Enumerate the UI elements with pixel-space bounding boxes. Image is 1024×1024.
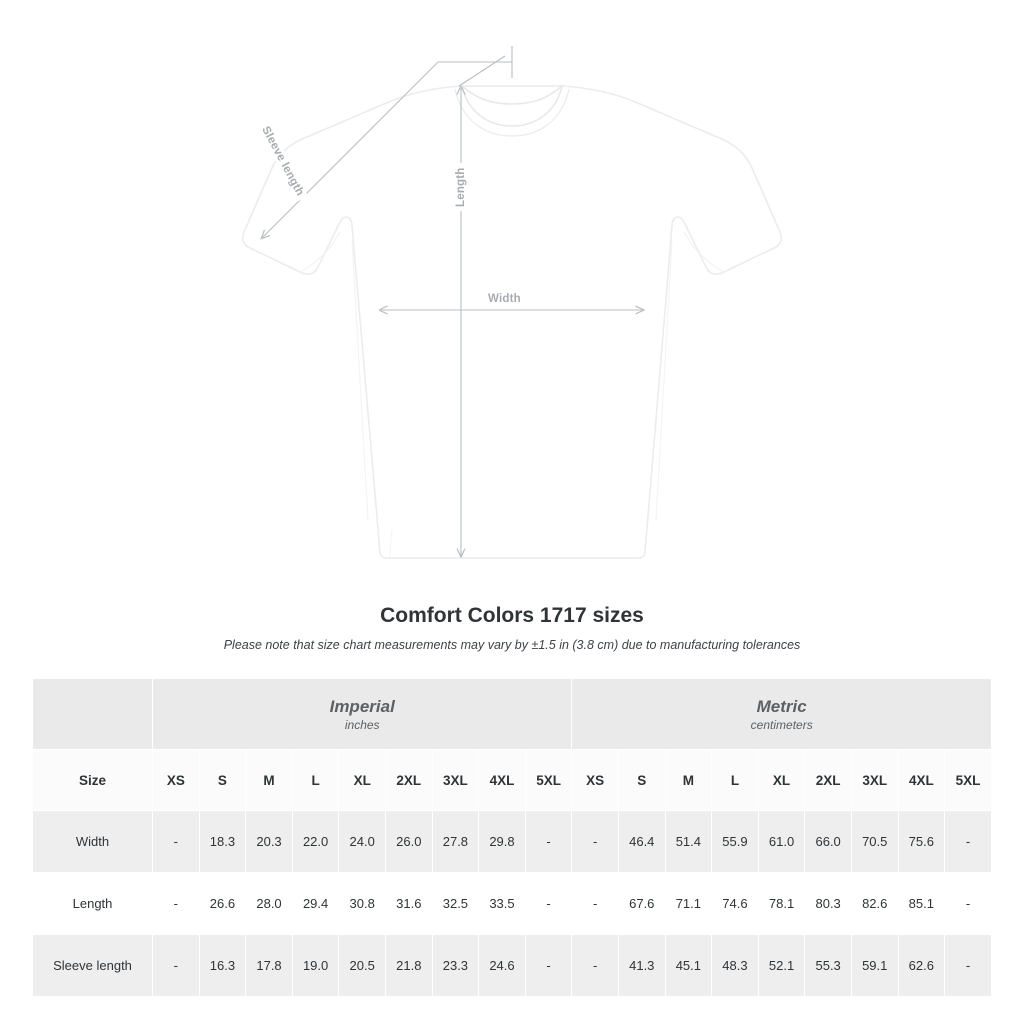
cell-sleeve-imperial-2xl: 21.8 bbox=[386, 935, 433, 997]
size-header-imperial-4xl: 4XL bbox=[479, 750, 526, 811]
cell-width-metric-xl: 61.0 bbox=[758, 811, 805, 873]
cell-length-metric-2xl: 80.3 bbox=[805, 873, 852, 935]
unit-group-metric bbox=[572, 679, 992, 750]
cell-sleeve-metric-m: 45.1 bbox=[665, 935, 712, 997]
size-header-metric-xl: XL bbox=[758, 750, 805, 811]
cell-width-imperial-l: 22.0 bbox=[292, 811, 339, 873]
cell-width-metric-3xl: 70.5 bbox=[851, 811, 898, 873]
cell-width-imperial-m: 20.3 bbox=[246, 811, 293, 873]
chart-heading-block bbox=[0, 604, 1024, 652]
row-label-width: Width bbox=[33, 811, 153, 873]
cell-width-imperial-2xl: 26.0 bbox=[386, 811, 433, 873]
size-header-imperial-xs: XS bbox=[153, 750, 200, 811]
row-label-length: Length bbox=[33, 873, 153, 935]
cell-length-imperial-xl: 30.8 bbox=[339, 873, 386, 935]
size-header-metric-s: S bbox=[618, 750, 665, 811]
cell-width-metric-xs: - bbox=[572, 811, 619, 873]
size-header-metric-5xl: 5XL bbox=[945, 750, 992, 811]
width-annotation: Width bbox=[483, 293, 526, 305]
cell-sleeve-imperial-s: 16.3 bbox=[199, 935, 246, 997]
length-annotation: Length bbox=[455, 163, 467, 211]
tshirt-shape bbox=[243, 86, 782, 558]
cell-length-imperial-2xl: 31.6 bbox=[386, 873, 433, 935]
cell-sleeve-imperial-4xl: 24.6 bbox=[479, 935, 526, 997]
cell-width-metric-2xl: 66.0 bbox=[805, 811, 852, 873]
cell-length-metric-xs: - bbox=[572, 873, 619, 935]
size-header-metric-3xl: 3XL bbox=[851, 750, 898, 811]
cell-width-imperial-s: 18.3 bbox=[199, 811, 246, 873]
unit-group-row bbox=[33, 679, 992, 750]
unit-group-imperial bbox=[153, 679, 572, 750]
cell-length-metric-s: 67.6 bbox=[618, 873, 665, 935]
unit-group-metric-name: Metric bbox=[756, 697, 807, 717]
size-header-label: Size bbox=[33, 750, 153, 811]
cell-length-imperial-xs: - bbox=[153, 873, 200, 935]
cell-sleeve-metric-xl: 52.1 bbox=[758, 935, 805, 997]
cell-sleeve-metric-l: 48.3 bbox=[712, 935, 759, 997]
cell-sleeve-metric-s: 41.3 bbox=[618, 935, 665, 997]
cell-width-imperial-4xl: 29.8 bbox=[479, 811, 526, 873]
unit-row-corner bbox=[33, 679, 153, 750]
cell-width-imperial-3xl: 27.8 bbox=[432, 811, 479, 873]
size-header-imperial-l: L bbox=[292, 750, 339, 811]
row-label-sleeve-length: Sleeve length bbox=[33, 935, 153, 997]
cell-sleeve-metric-2xl: 55.3 bbox=[805, 935, 852, 997]
cell-length-imperial-3xl: 32.5 bbox=[432, 873, 479, 935]
size-header-metric-m: M bbox=[665, 750, 712, 811]
cell-sleeve-imperial-3xl: 23.3 bbox=[432, 935, 479, 997]
cell-length-imperial-s: 26.6 bbox=[199, 873, 246, 935]
cell-length-metric-xl: 78.1 bbox=[758, 873, 805, 935]
cell-sleeve-imperial-l: 19.0 bbox=[292, 935, 339, 997]
tolerance-note: Please note that size chart measurements may vary by ±1.5 in (3.8 cm) due to manufacturing tolerances bbox=[223, 638, 801, 652]
table-row bbox=[33, 873, 992, 935]
cell-length-imperial-4xl: 33.5 bbox=[479, 873, 526, 935]
table-row bbox=[33, 935, 992, 997]
cell-width-imperial-xl: 24.0 bbox=[339, 811, 386, 873]
page-title: Comfort Colors 1717 sizes bbox=[380, 604, 644, 627]
size-header-metric-2xl: 2XL bbox=[805, 750, 852, 811]
cell-length-metric-m: 71.1 bbox=[665, 873, 712, 935]
cell-sleeve-imperial-xs: - bbox=[153, 935, 200, 997]
cell-width-metric-m: 51.4 bbox=[665, 811, 712, 873]
size-header-imperial-3xl: 3XL bbox=[432, 750, 479, 811]
size-chart-table bbox=[32, 678, 992, 997]
cell-width-metric-l: 55.9 bbox=[712, 811, 759, 873]
cell-length-metric-l: 74.6 bbox=[712, 873, 759, 935]
cell-sleeve-imperial-m: 17.8 bbox=[246, 935, 293, 997]
cell-length-metric-4xl: 85.1 bbox=[898, 873, 945, 935]
cell-length-imperial-m: 28.0 bbox=[246, 873, 293, 935]
cell-width-metric-s: 46.4 bbox=[618, 811, 665, 873]
cell-width-metric-4xl: 75.6 bbox=[898, 811, 945, 873]
size-header-imperial-m: M bbox=[246, 750, 293, 811]
size-table-container bbox=[32, 678, 992, 997]
cell-sleeve-imperial-xl: 20.5 bbox=[339, 935, 386, 997]
sleeve-guide-diag bbox=[459, 56, 505, 86]
cell-length-imperial-l: 29.4 bbox=[292, 873, 339, 935]
table-row bbox=[33, 811, 992, 873]
cell-width-metric-5xl: - bbox=[945, 811, 992, 873]
size-header-row bbox=[33, 750, 992, 811]
cell-width-imperial-5xl: - bbox=[525, 811, 572, 873]
cell-length-imperial-5xl: - bbox=[525, 873, 572, 935]
unit-group-imperial-units: inches bbox=[344, 717, 380, 732]
cell-sleeve-imperial-5xl: - bbox=[525, 935, 572, 997]
cell-sleeve-metric-5xl: - bbox=[945, 935, 992, 997]
cell-sleeve-metric-4xl: 62.6 bbox=[898, 935, 945, 997]
unit-group-imperial-name: Imperial bbox=[329, 697, 395, 717]
sleeve-length-annotation: Sleeve length bbox=[257, 121, 307, 201]
cell-length-metric-3xl: 82.6 bbox=[851, 873, 898, 935]
cell-width-imperial-xs: - bbox=[153, 811, 200, 873]
size-header-metric-xs: XS bbox=[572, 750, 619, 811]
size-header-imperial-s: S bbox=[199, 750, 246, 811]
size-header-imperial-xl: XL bbox=[339, 750, 386, 811]
cell-length-metric-5xl: - bbox=[945, 873, 992, 935]
unit-group-metric-units: centimeters bbox=[750, 717, 813, 732]
cell-sleeve-metric-3xl: 59.1 bbox=[851, 935, 898, 997]
size-header-metric-l: L bbox=[712, 750, 759, 811]
size-header-metric-4xl: 4XL bbox=[898, 750, 945, 811]
size-header-imperial-2xl: 2XL bbox=[386, 750, 433, 811]
size-header-imperial-5xl: 5XL bbox=[525, 750, 572, 811]
cell-sleeve-metric-xs: - bbox=[572, 935, 619, 997]
